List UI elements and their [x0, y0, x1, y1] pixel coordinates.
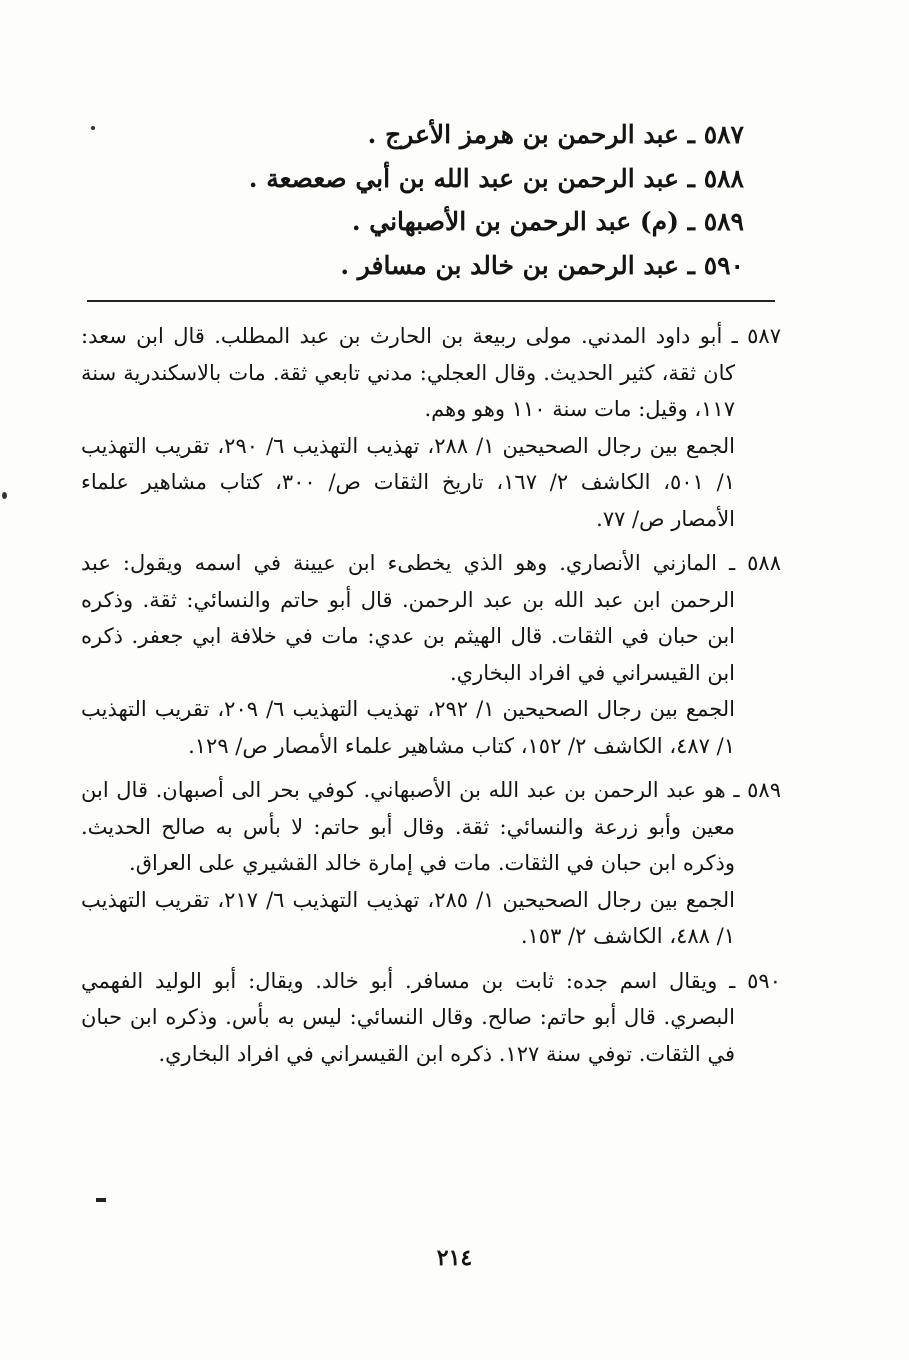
footnote-bio: ٥٨٩ ـ هو عبد الرحمن بن عبد الله بن الأصبهاني. كوفي بحر الى أصبهان. قال ابن معين وأبو زرعة والنسائي: ثقة. وقال أبو حاتم: لا بأس به صالح الحديث. وذكره ابن حبان في الثقات. مات في إمارة خالد القشيري على العراق.: [81, 778, 781, 875]
footnote-bio: ٥٨٧ ـ أبو داود المدني. مولى ربيعة بن الحارث بن عبد المطلب. قال ابن سعد: كان ثقة، كثير الحديث. وقال العجلي: مدني تابعي ثقة. مات بالاسكندرية سنة ١١٧، وقيل: مات سنة ١١٠ وهو وهم.: [81, 324, 781, 421]
scan-speck: [2, 492, 7, 499]
footnotes: [81, 318, 781, 1080]
heading-588: ٥٨٨ ـ عبد الرحمن بن عبد الله بن أبي صعصعة .: [248, 163, 744, 193]
footnote-bio: ٥٨٨ ـ المازني الأنصاري. وهو الذي يخطىء ابن عيينة في اسمه ويقول: عبد الرحمن ابن عبد الله بن عبد الرحمن. قال أبو حاتم والنسائي: ثقة. وذكره ابن حبان في الثقات. قال الهيثم بن عدي: مات في خلافة ابي جعفر. ذكره ابن القيسراني في افراد البخاري.: [81, 551, 781, 685]
heading-590: ٥٩٠ ـ عبد الرحمن بن خالد بن مسافر .: [340, 250, 744, 280]
footnote-587: [81, 318, 781, 537]
scan-speck: [91, 126, 95, 130]
heading-589: ٥٨٩ ـ (م) عبد الرحمن بن الأصبهاني .: [351, 207, 744, 236]
end-mark: [96, 1198, 106, 1202]
entry-headings: [144, 113, 744, 287]
heading-587: ٥٨٧ ـ عبد الرحمن بن هرمز الأعرج .: [367, 120, 744, 149]
footnote-588: [81, 545, 781, 764]
footnote-separator: [87, 300, 775, 302]
footnote-references: الجمع بين رجال الصحيحين ١/ ٢٨٥، تهذيب التهذيب ٦/ ٢١٧، تقريب التهذيب ١/ ٤٨٨، الكاشف ٢/ ١٥٣.: [81, 887, 735, 948]
footnote-references: الجمع بين رجال الصحيحين ١/ ٢٩٢، تهذيب التهذيب ٦/ ٢٠٩، تقريب التهذيب ١/ ٤٨٧، الكاشف ٢/ ١٥٢، كتاب مشاهير علماء الأمصار ص/ ١٢٩.: [81, 697, 735, 758]
footnote-references: الجمع بين رجال الصحيحين ١/ ٢٨٨، تهذيب التهذيب ٦/ ٢٩٠، تقريب التهذيب ١/ ٥٠١، الكاشف ٢/ ١٦٧، تاريخ الثقات ص/ ٣٠٠، كتاب مشاهير علماء الأمصار ص/ ٧٧.: [81, 433, 735, 531]
footnote-589: [81, 772, 781, 955]
page-number: ٢١٤: [436, 1245, 473, 1271]
footnote-590: [81, 963, 781, 1073]
footnote-bio: ٥٩٠ ـ ويقال اسم جده: ثابت بن مسافر. أبو خالد. ويقال: أبو الوليد الفهمي البصري. قال أبو حاتم: صالح. وقال النسائي: ليس به بأس. وذكره ابن حبان في الثقات. توفي سنة ١٢٧. ذكره ابن القيسراني في افراد البخاري.: [81, 968, 781, 1066]
